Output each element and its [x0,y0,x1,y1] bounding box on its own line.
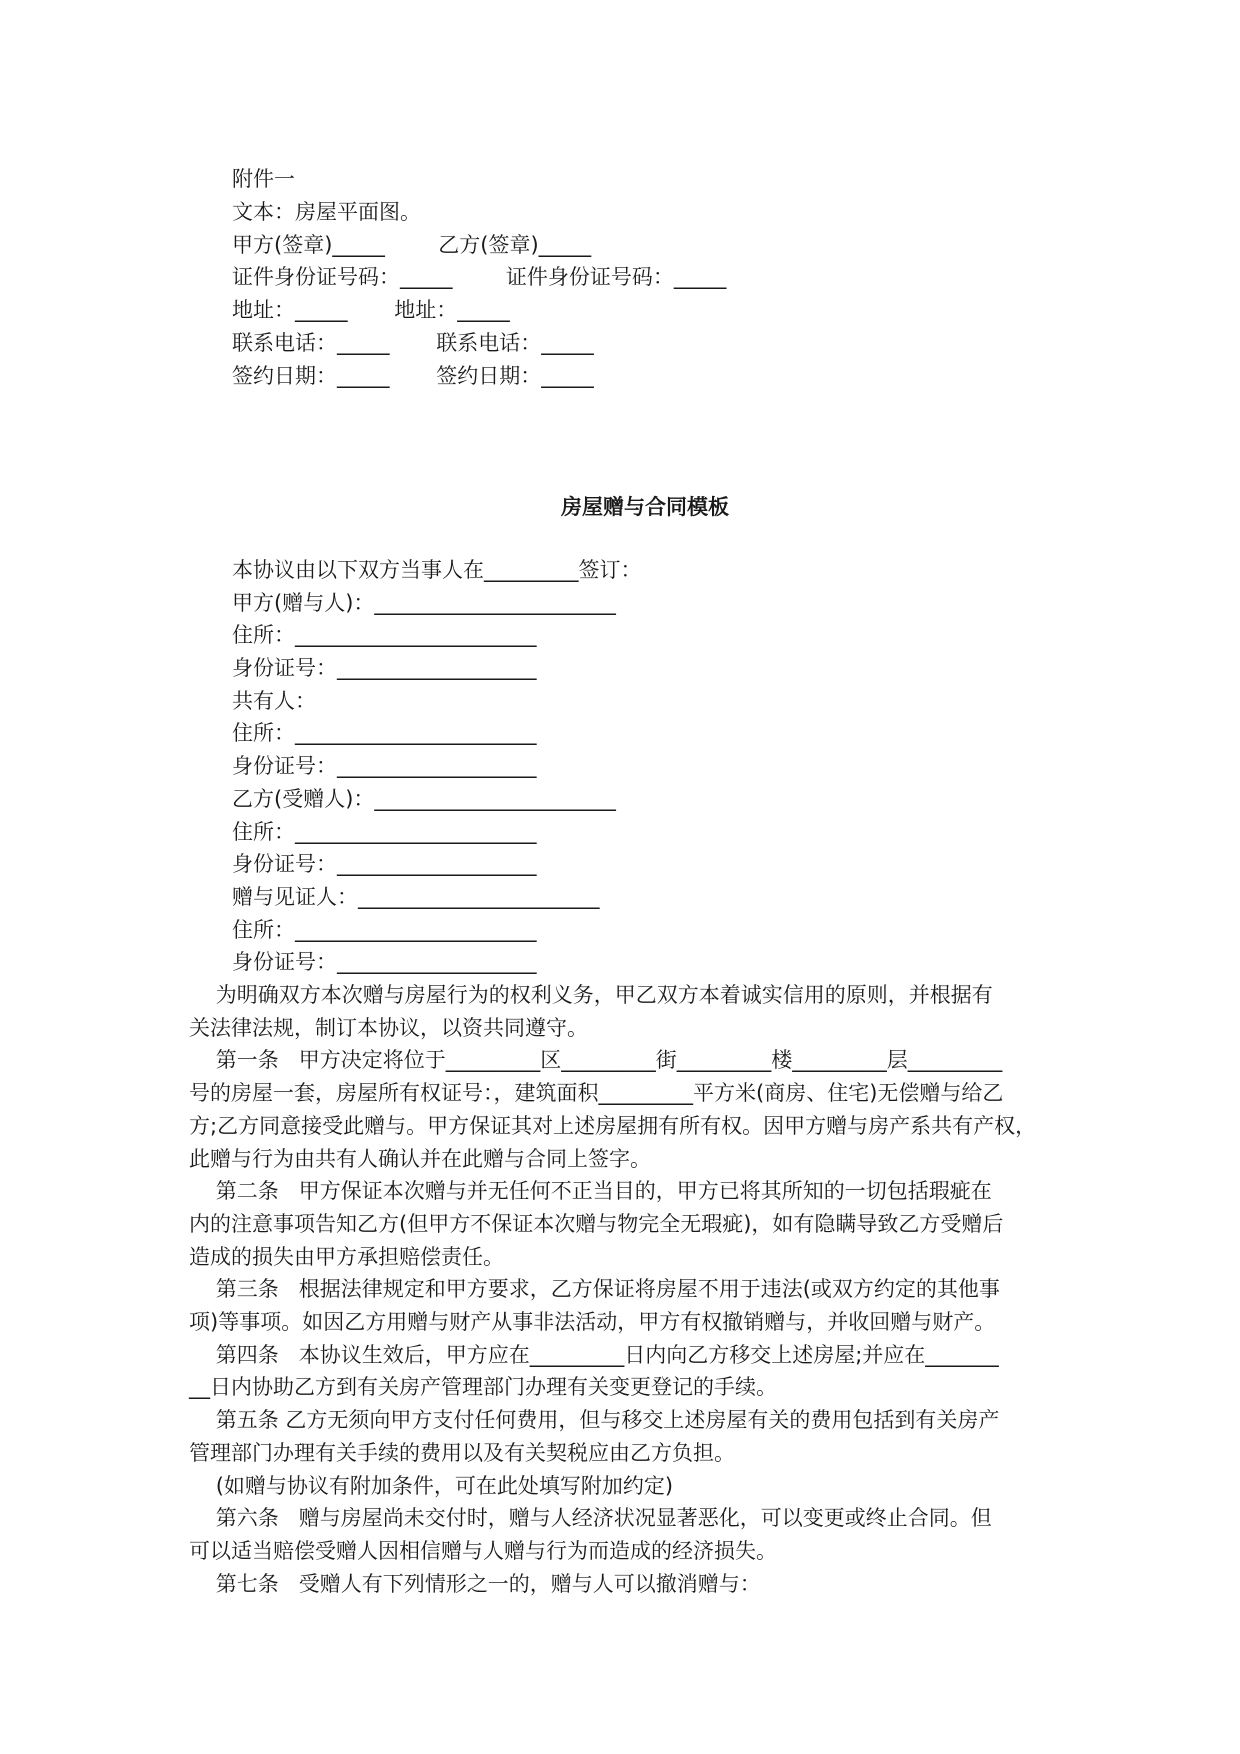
annex-id-number-line: 证件身份证号码：_____ 证件身份证号码：_____ [232,265,727,290]
additional-terms-note: (如赠与协议有附加条件，可在此处填写附加约定) [189,1473,674,1498]
co-owner-line: 共有人： [232,688,316,713]
annex-phone-line: 联系电话：_____ 联系电话：_____ [232,330,594,355]
preamble-line: 关法律法规，制订本协议，以资共同遵守。 [189,1015,588,1040]
annex-heading: 附件一 [232,167,295,191]
annex-text-line: 文本：房屋平面图。 [232,199,421,224]
witness-id-line: 身份证号：___________________ [232,950,537,975]
clause-1-line: 方;乙方同意接受此赠与。甲方保证其对上述房屋拥有所有权。因甲方赠与房产系共有产权， [189,1113,1037,1138]
clause-5-line: 管理部门办理有关手续的费用以及有关契税应由乙方负担。 [189,1440,735,1465]
co-owner-id-line: 身份证号：___________________ [232,754,537,779]
donor-residence-line: 住所：_______________________ [232,623,537,648]
clause-6-line: 第六条 赠与房屋尚未交付时，赠与人经济状况显著恶化，可以变更或终止合同。但 [189,1506,992,1531]
clause-3-line: 项)等事项。如因乙方用赠与财产从事非法活动，甲方有权撤销赠与，并收回赠与财产。 [189,1310,996,1335]
clause-1-line: 号的房屋一套，房屋所有权证号：，建筑面积_________平方米(商房、住宅)无偿赠与给乙 [189,1081,1004,1106]
annex-address-line: 地址：_____ 地址：_____ [232,298,510,323]
clause-3-line: 第三条 根据法律规定和甲方要求，乙方保证将房屋不用于违法(或双方约定的其他事 [189,1277,1000,1302]
donee-residence-line: 住所：_______________________ [232,819,537,844]
annex-signature-line: 甲方(签章)_____ 乙方(签章)_____ [232,232,592,257]
clause-1-line: 第一条 甲方决定将位于_________区_________街_________楼_________层_________ [189,1048,1003,1073]
clause-1-line: 此赠与行为由共有人确认并在此赠与合同上签字。 [189,1146,651,1171]
donor-line: 甲方(赠与人)：_______________________ [232,590,616,615]
donee-id-line: 身份证号：___________________ [232,852,537,877]
witness-residence-line: 住所：_______________________ [232,917,537,942]
parties-section [232,554,642,979]
annex-sign-date-line: 签约日期：_____ 签约日期：_____ [232,363,594,388]
co-owner-residence-line: 住所：_______________________ [232,721,537,746]
clause-7-line: 第七条 受赠人有下列情形之一的，赠与人可以撤消赠与： [189,1571,761,1596]
donee-line: 乙方(受赠人)：_______________________ [232,786,616,811]
clause-4-line: __日内协助乙方到有关房产管理部门办理有关变更登记的手续。 [189,1375,777,1400]
annex-section [232,163,726,393]
clause-4-line: 第四条 本协议生效后，甲方应在_________日内向乙方移交上述房屋;并应在_______ [189,1342,999,1367]
clause-5-line: 第五条 乙方无须向甲方支付任何费用，但与移交上述房屋有关的费用包括到有关房产 [189,1408,1000,1433]
intro-signing-place-line: 本协议由以下双方当事人在_________签订： [232,558,642,582]
clause-2-line: 第二条 甲方保证本次赠与并无任何不正当目的，甲方已将其所知的一切包括瑕疵在 [189,1179,992,1204]
clause-2-line: 内的注意事项告知乙方(但甲方不保证本次赠与物完全无瑕疵)，如有隐瞒导致乙方受赠后 [189,1211,1004,1236]
witness-line: 赠与见证人：_______________________ [232,884,600,909]
donor-id-line: 身份证号：___________________ [232,656,537,681]
clause-2-line: 造成的损失由甲方承担赔偿责任。 [189,1244,504,1269]
contract-title: 房屋赠与合同模板 [561,495,729,519]
preamble-line: 为明确双方本次赠与房屋行为的权利义务，甲乙双方本着诚实信用的原则，并根据有 [189,983,993,1007]
clauses-section [189,979,1069,1600]
clause-6-line: 可以适当赔偿受赠人因相信赠与人赠与行为而造成的经济损失。 [189,1538,777,1563]
